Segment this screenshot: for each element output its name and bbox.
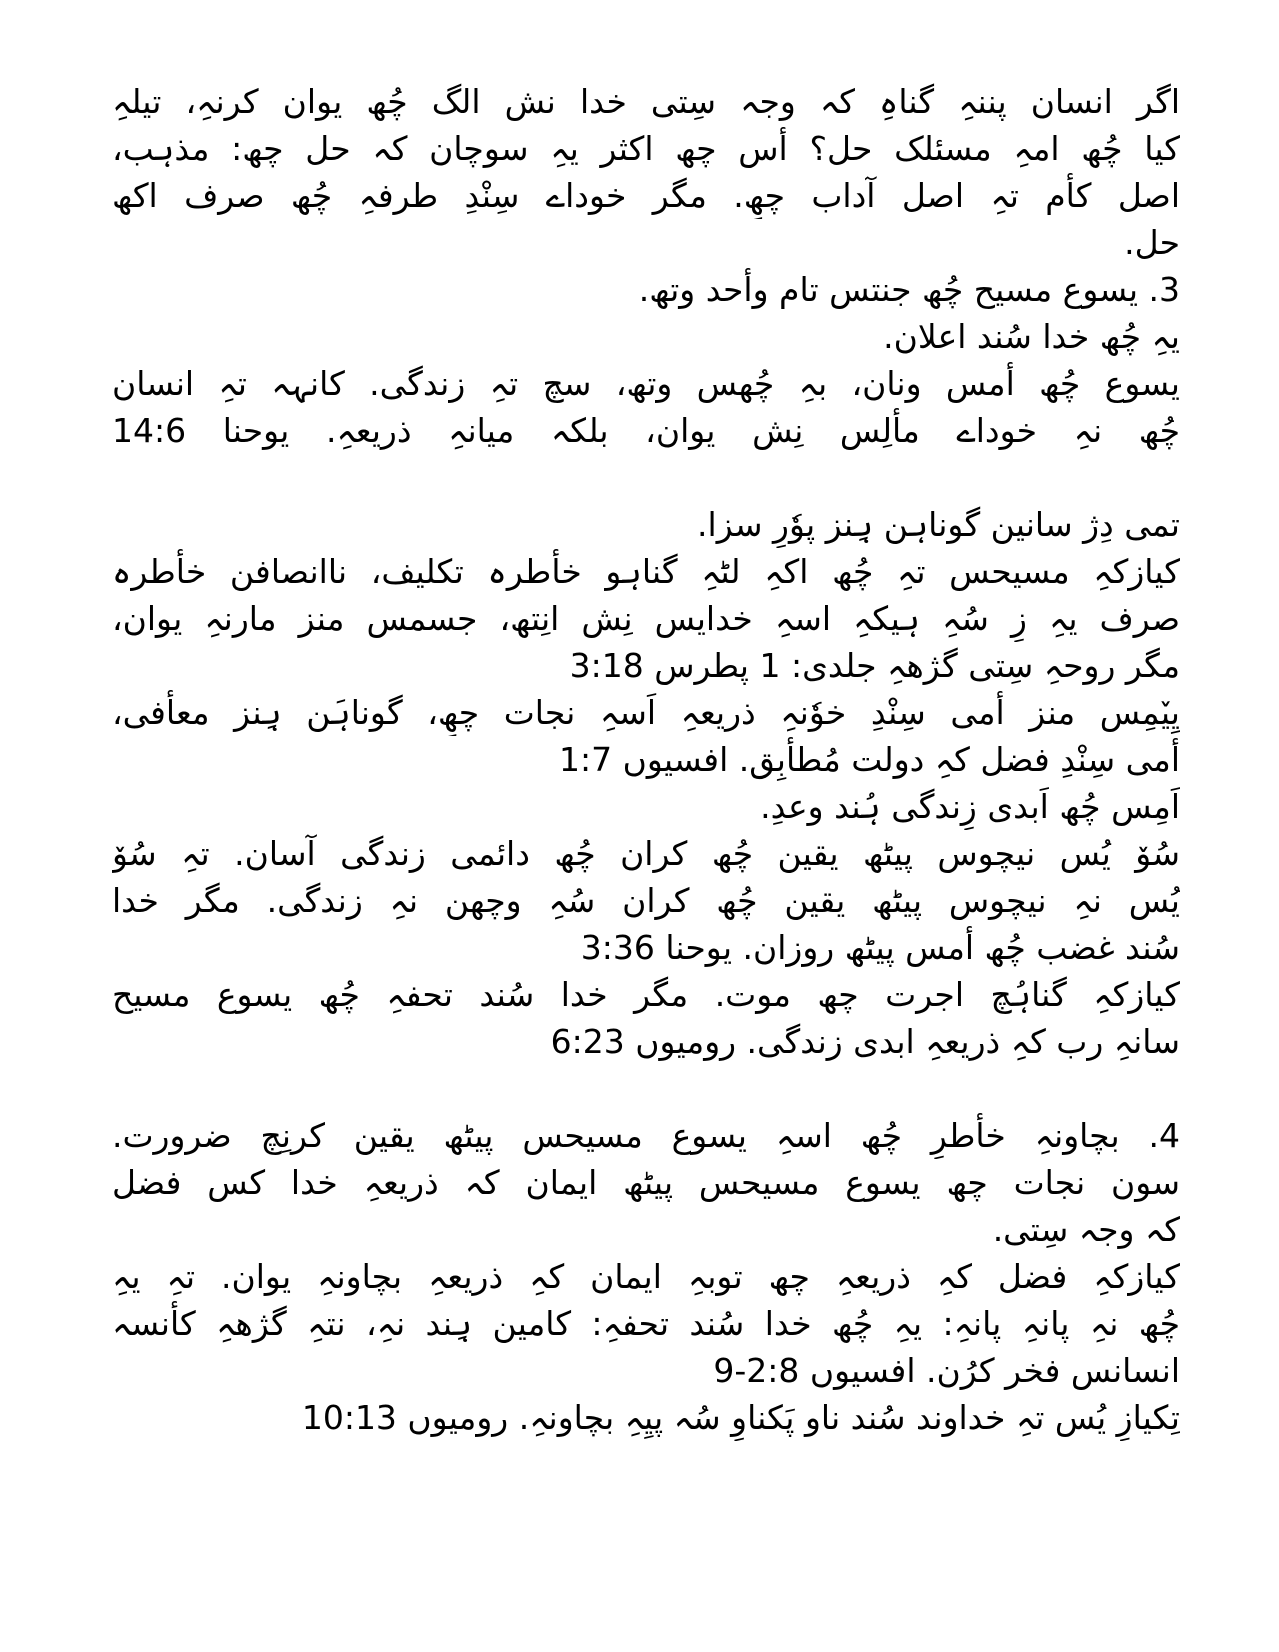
- text-line: سانہِ رب کہِ ذریعہِ ابدی زندگی. رومیوں 6:23: [550, 1022, 1180, 1061]
- text-line: یہِ چُھ خدا سُند اعلان.: [883, 317, 1180, 356]
- text-line: حل.: [1124, 223, 1180, 262]
- text-line: چُھ نہِ خوداے مألِس نِش یوان، بلکہ میانہِ ذریعہِ. یوحنا 14:6: [112, 411, 1180, 450]
- text-line: یسوع چُھ أمس ونان، بہِ چُھس وتھ، سچ تہِ زندگی. کانہہ تہِ انسان: [112, 364, 1180, 403]
- text-line: یِیٚمِس منز أمی سِنْدِ خوٗنہِ ذریعہِ اَسہِ نجات چھِ، گوناہَن ہِنز معأفی،: [112, 693, 1180, 732]
- text-line: یُس نہِ نیچوس پیٹھ یقین چُھ کران سُہِ وچھن نہِ زندگی. مگر خدا: [112, 881, 1180, 920]
- text-line: مگر روحہِ سِتی گژھہِ جلدی: 1 پطرس 3:18: [569, 646, 1180, 685]
- blank-line: [112, 454, 1180, 501]
- text-line: چُھ نہِ پانہِ پانہِ: یہِ چُھ خدا سُند تحفہِ: کامین ہِند نہِ، نتہِ گژھہِ کأنسہ: [112, 1304, 1180, 1343]
- text-line: اصل کأم تہِ اصل آداب چھِ. مگر خوداے سِنْدِ طرفہِ چُھ صرف اکھ: [112, 176, 1180, 215]
- section-heading-4: 4. بچاونہِ خأطرِ چُھ اسہِ یسوع مسیحس پیٹھ یقین کرنِچ ضرورت.: [112, 1116, 1180, 1155]
- text-line: أمی سِنْدِ فضل کہِ دولت مُطأبِق. افسیوں 1:7: [559, 740, 1180, 779]
- text-line: تمی دِژ سانین گوناہن ہِنز پوٗرِ سزا.: [697, 505, 1180, 544]
- text-line: سون نجات چھ یسوع مسیحس پیٹھ ایمان کہ ذریعہِ خدا کس فضل: [112, 1163, 1180, 1202]
- text-line: کہ وجہ سِتی.: [992, 1210, 1180, 1249]
- text-line: تِکیازِ یُس تہِ خداوند سُند ناو پَکناوِ سُہ پیِہِ بچاونہِ. رومیوں 10:13: [301, 1398, 1180, 1437]
- section-heading-3: 3. یسوع مسیح چُھ جنتس تام وأحد وتھ.: [638, 270, 1180, 309]
- text-line: کیازکہِ مسیحس تہِ چُھ اکہِ لٹہِ گناہو خأطرہ تکلیف، ناانصافن خأطرہ: [112, 552, 1180, 591]
- text-line: کیازکہِ گناہُچ اجرت چھ موت. مگر خدا سُند تحفہِ چُھ یسوع مسیح: [112, 975, 1180, 1014]
- blank-line: [112, 1065, 1180, 1112]
- text-line: اگر انسان پننہِ گناہِ کہ وجہ سِتی خدا نش الگ چُھ یوان کرنہِ، تیلہِ: [112, 82, 1180, 121]
- text-line: صرف یہِ زِ سُہِ ہیکہِ اسہِ خدایس نِش انِتھ، جسمس منز مارنہِ یوان،: [112, 599, 1180, 638]
- text-line: اَمِس چُھ اَبدی زِندگی ہُند وعدِ.: [760, 787, 1180, 826]
- text-line: سُند غضب چُھ أمس پیٹھ روزان. یوحنا 3:36: [580, 928, 1180, 967]
- text-line: کیا چُھ امہِ مسئلک حل؟ أس چھ اکثر یہِ سوچان کہ حل چھ: مذہب،: [112, 129, 1180, 168]
- text-line: سُۆ یُس نیچوس پیٹھ یقین چُھ کران چُھ دائمی زندگی آسان. تہِ سُۆ: [112, 834, 1180, 873]
- text-line: انسانس فخر کرُن. افسیوں 2:8-9: [713, 1351, 1180, 1390]
- document-page: [112, 78, 1180, 1441]
- text-line: کیازکہِ فضل کہِ ذریعہِ چھ توبہِ ایمان کہِ ذریعہِ بچاونہِ یوان. تہِ یہِ: [112, 1257, 1180, 1296]
